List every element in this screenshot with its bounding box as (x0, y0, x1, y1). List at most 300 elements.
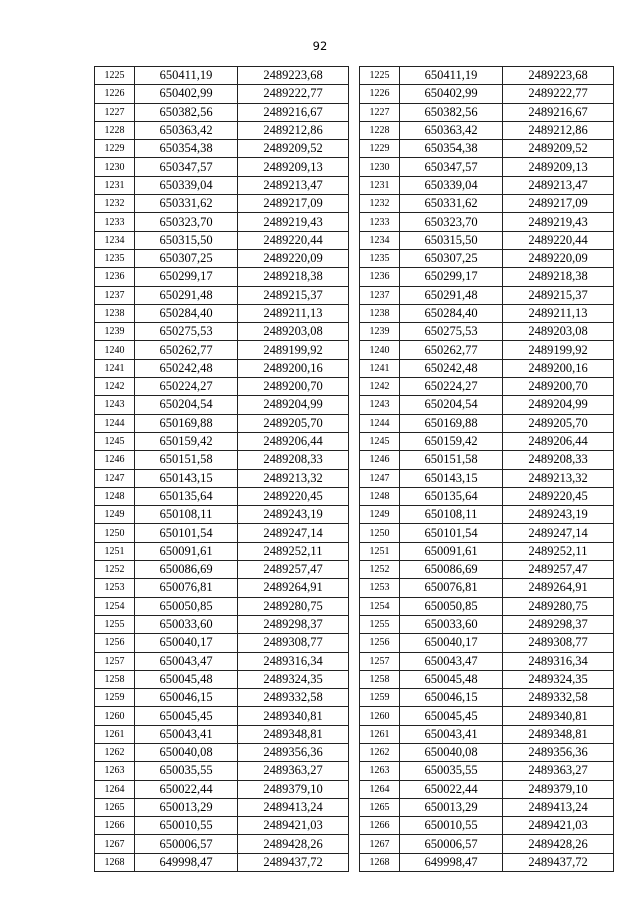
x-coordinate-cell: 650411,19 (135, 67, 238, 85)
y-coordinate-cell: 2489437,72 (503, 853, 614, 871)
point-number-cell: 1267 (95, 835, 135, 853)
x-coordinate-cell: 650050,85 (135, 597, 238, 615)
point-number-cell: 1227 (360, 103, 400, 121)
x-coordinate-cell: 650347,57 (400, 158, 503, 176)
table-row (360, 213, 614, 231)
y-coordinate-cell: 2489421,03 (503, 817, 614, 835)
x-coordinate-cell: 650013,29 (400, 798, 503, 816)
x-coordinate-cell: 650046,15 (400, 689, 503, 707)
table-row (360, 542, 614, 560)
x-coordinate-cell: 649998,47 (135, 853, 238, 871)
y-coordinate-cell: 2489348,81 (503, 725, 614, 743)
table-row (360, 432, 614, 450)
y-coordinate-cell: 2489332,58 (238, 689, 349, 707)
x-coordinate-cell: 650291,48 (135, 286, 238, 304)
point-number-cell: 1245 (360, 432, 400, 450)
y-coordinate-cell: 2489340,81 (503, 707, 614, 725)
table-row (360, 615, 614, 633)
y-coordinate-cell: 2489222,77 (238, 85, 349, 103)
point-number-cell: 1227 (95, 103, 135, 121)
table-row (360, 140, 614, 158)
x-coordinate-cell: 650331,62 (400, 195, 503, 213)
x-coordinate-cell: 650046,15 (135, 689, 238, 707)
y-coordinate-cell: 2489203,08 (503, 323, 614, 341)
x-coordinate-cell: 650363,42 (135, 121, 238, 139)
table-row (95, 451, 349, 469)
y-coordinate-cell: 2489216,67 (238, 103, 349, 121)
y-coordinate-cell: 2489247,14 (238, 524, 349, 542)
point-number-cell: 1241 (360, 359, 400, 377)
table-row (95, 561, 349, 579)
point-number-cell: 1244 (95, 414, 135, 432)
coordinates-table-right (359, 66, 614, 872)
y-coordinate-cell: 2489219,43 (238, 213, 349, 231)
x-coordinate-cell: 650010,55 (400, 817, 503, 835)
y-coordinate-cell: 2489243,19 (503, 506, 614, 524)
table-row (95, 213, 349, 231)
table-row (360, 707, 614, 725)
point-number-cell: 1247 (95, 469, 135, 487)
point-number-cell: 1236 (360, 268, 400, 286)
point-number-cell: 1268 (95, 853, 135, 871)
point-number-cell: 1238 (360, 304, 400, 322)
x-coordinate-cell: 650382,56 (135, 103, 238, 121)
x-coordinate-cell: 650040,17 (400, 634, 503, 652)
point-number-cell: 1245 (95, 432, 135, 450)
table-row (360, 469, 614, 487)
x-coordinate-cell: 650169,88 (400, 414, 503, 432)
table-row (360, 524, 614, 542)
y-coordinate-cell: 2489340,81 (238, 707, 349, 725)
table-row (360, 743, 614, 761)
y-coordinate-cell: 2489205,70 (238, 414, 349, 432)
y-coordinate-cell: 2489308,77 (238, 634, 349, 652)
point-number-cell: 1264 (360, 780, 400, 798)
point-number-cell: 1265 (360, 798, 400, 816)
x-coordinate-cell: 650315,50 (135, 231, 238, 249)
y-coordinate-cell: 2489209,52 (238, 140, 349, 158)
table-row (360, 853, 614, 871)
table-row (360, 231, 614, 249)
table-row (95, 780, 349, 798)
x-coordinate-cell: 650402,99 (400, 85, 503, 103)
x-coordinate-cell: 650347,57 (135, 158, 238, 176)
table-row (95, 249, 349, 267)
point-number-cell: 1237 (360, 286, 400, 304)
point-number-cell: 1246 (95, 451, 135, 469)
point-number-cell: 1258 (360, 670, 400, 688)
table-row (360, 414, 614, 432)
point-number-cell: 1255 (95, 615, 135, 633)
y-coordinate-cell: 2489324,35 (503, 670, 614, 688)
point-number-cell: 1268 (360, 853, 400, 871)
x-coordinate-cell: 650135,64 (400, 487, 503, 505)
table-row (360, 835, 614, 853)
y-coordinate-cell: 2489324,35 (238, 670, 349, 688)
y-coordinate-cell: 2489252,11 (503, 542, 614, 560)
x-coordinate-cell: 650043,47 (400, 652, 503, 670)
point-number-cell: 1229 (95, 140, 135, 158)
y-coordinate-cell: 2489220,09 (503, 249, 614, 267)
x-coordinate-cell: 650307,25 (135, 249, 238, 267)
x-coordinate-cell: 650354,38 (135, 140, 238, 158)
x-coordinate-cell: 650402,99 (135, 85, 238, 103)
point-number-cell: 1248 (360, 487, 400, 505)
y-coordinate-cell: 2489247,14 (503, 524, 614, 542)
x-coordinate-cell: 650204,54 (135, 396, 238, 414)
y-coordinate-cell: 2489243,19 (238, 506, 349, 524)
table-row (95, 725, 349, 743)
y-coordinate-cell: 2489199,92 (503, 341, 614, 359)
y-coordinate-cell: 2489219,43 (503, 213, 614, 231)
x-coordinate-cell: 650262,77 (400, 341, 503, 359)
x-coordinate-cell: 650045,45 (135, 707, 238, 725)
point-number-cell: 1239 (95, 323, 135, 341)
point-number-cell: 1265 (95, 798, 135, 816)
point-number-cell: 1263 (360, 762, 400, 780)
x-coordinate-cell: 650224,27 (400, 378, 503, 396)
y-coordinate-cell: 2489200,16 (238, 359, 349, 377)
table-row (360, 67, 614, 85)
table-row (360, 304, 614, 322)
table-row (95, 396, 349, 414)
y-coordinate-cell: 2489213,47 (503, 176, 614, 194)
x-coordinate-cell: 650006,57 (400, 835, 503, 853)
table-row (360, 249, 614, 267)
y-coordinate-cell: 2489332,58 (503, 689, 614, 707)
point-number-cell: 1241 (95, 359, 135, 377)
x-coordinate-cell: 650086,69 (135, 561, 238, 579)
point-number-cell: 1243 (95, 396, 135, 414)
x-coordinate-cell: 650331,62 (135, 195, 238, 213)
table-row (95, 195, 349, 213)
table-row (95, 707, 349, 725)
table-row (95, 103, 349, 121)
y-coordinate-cell: 2489413,24 (503, 798, 614, 816)
point-number-cell: 1257 (95, 652, 135, 670)
table-row (360, 670, 614, 688)
table-row (95, 67, 349, 85)
x-coordinate-cell: 650143,15 (400, 469, 503, 487)
x-coordinate-cell: 650086,69 (400, 561, 503, 579)
table-row (95, 579, 349, 597)
y-coordinate-cell: 2489222,77 (503, 85, 614, 103)
coordinates-table-left (94, 66, 349, 872)
x-coordinate-cell: 650045,48 (400, 670, 503, 688)
x-coordinate-cell: 650101,54 (135, 524, 238, 542)
x-coordinate-cell: 650022,44 (400, 780, 503, 798)
point-number-cell: 1228 (95, 121, 135, 139)
table-row (95, 615, 349, 633)
point-number-cell: 1264 (95, 780, 135, 798)
table-row (95, 286, 349, 304)
table-row (95, 432, 349, 450)
table-row (95, 597, 349, 615)
y-coordinate-cell: 2489215,37 (503, 286, 614, 304)
y-coordinate-cell: 2489218,38 (503, 268, 614, 286)
x-coordinate-cell: 650091,61 (135, 542, 238, 560)
y-coordinate-cell: 2489199,92 (238, 341, 349, 359)
point-number-cell: 1249 (95, 506, 135, 524)
point-number-cell: 1252 (95, 561, 135, 579)
x-coordinate-cell: 650382,56 (400, 103, 503, 121)
x-coordinate-cell: 650275,53 (135, 323, 238, 341)
point-number-cell: 1234 (360, 231, 400, 249)
table-row (95, 231, 349, 249)
y-coordinate-cell: 2489220,45 (503, 487, 614, 505)
table-row (95, 798, 349, 816)
y-coordinate-cell: 2489356,36 (238, 743, 349, 761)
y-coordinate-cell: 2489363,27 (238, 762, 349, 780)
point-number-cell: 1256 (360, 634, 400, 652)
x-coordinate-cell: 650040,08 (400, 743, 503, 761)
table-row (360, 762, 614, 780)
point-number-cell: 1243 (360, 396, 400, 414)
x-coordinate-cell: 650323,70 (400, 213, 503, 231)
table-row (360, 652, 614, 670)
y-coordinate-cell: 2489421,03 (238, 817, 349, 835)
point-number-cell: 1263 (95, 762, 135, 780)
y-coordinate-cell: 2489203,08 (238, 323, 349, 341)
y-coordinate-cell: 2489218,38 (238, 268, 349, 286)
y-coordinate-cell: 2489316,34 (238, 652, 349, 670)
point-number-cell: 1235 (95, 249, 135, 267)
table-row (360, 798, 614, 816)
point-number-cell: 1240 (95, 341, 135, 359)
point-number-cell: 1257 (360, 652, 400, 670)
point-number-cell: 1239 (360, 323, 400, 341)
point-number-cell: 1258 (95, 670, 135, 688)
point-number-cell: 1225 (360, 67, 400, 85)
point-number-cell: 1261 (95, 725, 135, 743)
y-coordinate-cell: 2489211,13 (238, 304, 349, 322)
y-coordinate-cell: 2489220,44 (238, 231, 349, 249)
table-row (360, 725, 614, 743)
point-number-cell: 1230 (360, 158, 400, 176)
x-coordinate-cell: 650045,45 (400, 707, 503, 725)
x-coordinate-cell: 650045,48 (135, 670, 238, 688)
y-coordinate-cell: 2489206,44 (238, 432, 349, 450)
x-coordinate-cell: 650315,50 (400, 231, 503, 249)
point-number-cell: 1230 (95, 158, 135, 176)
point-number-cell: 1229 (360, 140, 400, 158)
x-coordinate-cell: 650091,61 (400, 542, 503, 560)
table-row (360, 396, 614, 414)
table-row (95, 323, 349, 341)
y-coordinate-cell: 2489215,37 (238, 286, 349, 304)
x-coordinate-cell: 650307,25 (400, 249, 503, 267)
table-row (360, 561, 614, 579)
y-coordinate-cell: 2489209,13 (238, 158, 349, 176)
y-coordinate-cell: 2489298,37 (503, 615, 614, 633)
x-coordinate-cell: 650242,48 (400, 359, 503, 377)
table-row (360, 359, 614, 377)
x-coordinate-cell: 650108,11 (135, 506, 238, 524)
y-coordinate-cell: 2489208,33 (503, 451, 614, 469)
point-number-cell: 1228 (360, 121, 400, 139)
table-row (360, 268, 614, 286)
point-number-cell: 1226 (360, 85, 400, 103)
table-row (360, 121, 614, 139)
point-number-cell: 1262 (360, 743, 400, 761)
y-coordinate-cell: 2489280,75 (238, 597, 349, 615)
table-row (95, 158, 349, 176)
x-coordinate-cell: 650242,48 (135, 359, 238, 377)
table-row (95, 689, 349, 707)
y-coordinate-cell: 2489298,37 (238, 615, 349, 633)
table-row (360, 579, 614, 597)
x-coordinate-cell: 650135,64 (135, 487, 238, 505)
table-row (360, 378, 614, 396)
y-coordinate-cell: 2489428,26 (238, 835, 349, 853)
point-number-cell: 1242 (95, 378, 135, 396)
x-coordinate-cell: 650323,70 (135, 213, 238, 231)
x-coordinate-cell: 650299,17 (400, 268, 503, 286)
y-coordinate-cell: 2489211,13 (503, 304, 614, 322)
y-coordinate-cell: 2489379,10 (238, 780, 349, 798)
y-coordinate-cell: 2489348,81 (238, 725, 349, 743)
point-number-cell: 1225 (95, 67, 135, 85)
point-number-cell: 1231 (95, 176, 135, 194)
y-coordinate-cell: 2489204,99 (238, 396, 349, 414)
table-row (95, 542, 349, 560)
table-row (95, 140, 349, 158)
x-coordinate-cell: 650354,38 (400, 140, 503, 158)
point-number-cell: 1236 (95, 268, 135, 286)
x-coordinate-cell: 650151,58 (400, 451, 503, 469)
point-number-cell: 1248 (95, 487, 135, 505)
point-number-cell: 1256 (95, 634, 135, 652)
x-coordinate-cell: 650040,17 (135, 634, 238, 652)
table-row (360, 176, 614, 194)
x-coordinate-cell: 650159,42 (400, 432, 503, 450)
x-coordinate-cell: 650291,48 (400, 286, 503, 304)
x-coordinate-cell: 650010,55 (135, 817, 238, 835)
x-coordinate-cell: 650043,41 (135, 725, 238, 743)
point-number-cell: 1250 (95, 524, 135, 542)
point-number-cell: 1226 (95, 85, 135, 103)
x-coordinate-cell: 650411,19 (400, 67, 503, 85)
point-number-cell: 1254 (360, 597, 400, 615)
x-coordinate-cell: 650035,55 (400, 762, 503, 780)
table-row (360, 506, 614, 524)
point-number-cell: 1246 (360, 451, 400, 469)
x-coordinate-cell: 650076,81 (400, 579, 503, 597)
y-coordinate-cell: 2489217,09 (238, 195, 349, 213)
table-row (360, 451, 614, 469)
point-number-cell: 1238 (95, 304, 135, 322)
x-coordinate-cell: 650169,88 (135, 414, 238, 432)
y-coordinate-cell: 2489205,70 (503, 414, 614, 432)
table-row (95, 121, 349, 139)
y-coordinate-cell: 2489206,44 (503, 432, 614, 450)
y-coordinate-cell: 2489379,10 (503, 780, 614, 798)
x-coordinate-cell: 650076,81 (135, 579, 238, 597)
x-coordinate-cell: 650143,15 (135, 469, 238, 487)
point-number-cell: 1253 (360, 579, 400, 597)
y-coordinate-cell: 2489212,86 (238, 121, 349, 139)
y-coordinate-cell: 2489217,09 (503, 195, 614, 213)
y-coordinate-cell: 2489220,44 (503, 231, 614, 249)
x-coordinate-cell: 650108,11 (400, 506, 503, 524)
y-coordinate-cell: 2489280,75 (503, 597, 614, 615)
x-coordinate-cell: 649998,47 (400, 853, 503, 871)
y-coordinate-cell: 2489316,34 (503, 652, 614, 670)
y-coordinate-cell: 2489209,13 (503, 158, 614, 176)
point-number-cell: 1262 (95, 743, 135, 761)
table-row (95, 469, 349, 487)
x-coordinate-cell: 650013,29 (135, 798, 238, 816)
table-row (360, 103, 614, 121)
point-number-cell: 1267 (360, 835, 400, 853)
table-row (95, 506, 349, 524)
y-coordinate-cell: 2489216,67 (503, 103, 614, 121)
x-coordinate-cell: 650151,58 (135, 451, 238, 469)
y-coordinate-cell: 2489356,36 (503, 743, 614, 761)
table-row (95, 853, 349, 871)
y-coordinate-cell: 2489413,24 (238, 798, 349, 816)
point-number-cell: 1255 (360, 615, 400, 633)
point-number-cell: 1249 (360, 506, 400, 524)
y-coordinate-cell: 2489252,11 (238, 542, 349, 560)
x-coordinate-cell: 650050,85 (400, 597, 503, 615)
table-row (360, 817, 614, 835)
table-row (95, 359, 349, 377)
point-number-cell: 1260 (95, 707, 135, 725)
point-number-cell: 1266 (360, 817, 400, 835)
y-coordinate-cell: 2489200,70 (238, 378, 349, 396)
point-number-cell: 1261 (360, 725, 400, 743)
table-row (360, 780, 614, 798)
table-row (360, 286, 614, 304)
table-row (360, 689, 614, 707)
table-row (95, 378, 349, 396)
x-coordinate-cell: 650339,04 (400, 176, 503, 194)
point-number-cell: 1233 (95, 213, 135, 231)
x-coordinate-cell: 650159,42 (135, 432, 238, 450)
point-number-cell: 1251 (360, 542, 400, 560)
point-number-cell: 1231 (360, 176, 400, 194)
x-coordinate-cell: 650339,04 (135, 176, 238, 194)
x-coordinate-cell: 650204,54 (400, 396, 503, 414)
x-coordinate-cell: 650101,54 (400, 524, 503, 542)
point-number-cell: 1259 (360, 689, 400, 707)
table-row (95, 743, 349, 761)
y-coordinate-cell: 2489213,32 (503, 469, 614, 487)
y-coordinate-cell: 2489220,45 (238, 487, 349, 505)
x-coordinate-cell: 650043,47 (135, 652, 238, 670)
table-row (95, 652, 349, 670)
x-coordinate-cell: 650262,77 (135, 341, 238, 359)
x-coordinate-cell: 650040,08 (135, 743, 238, 761)
x-coordinate-cell: 650275,53 (400, 323, 503, 341)
point-number-cell: 1252 (360, 561, 400, 579)
table-row (360, 158, 614, 176)
point-number-cell: 1244 (360, 414, 400, 432)
x-coordinate-cell: 650035,55 (135, 762, 238, 780)
table-row (95, 670, 349, 688)
y-coordinate-cell: 2489428,26 (503, 835, 614, 853)
x-coordinate-cell: 650363,42 (400, 121, 503, 139)
table-row (360, 85, 614, 103)
point-number-cell: 1259 (95, 689, 135, 707)
point-number-cell: 1232 (95, 195, 135, 213)
point-number-cell: 1260 (360, 707, 400, 725)
y-coordinate-cell: 2489257,47 (238, 561, 349, 579)
x-coordinate-cell: 650284,40 (135, 304, 238, 322)
table-row (95, 762, 349, 780)
table-row (95, 176, 349, 194)
